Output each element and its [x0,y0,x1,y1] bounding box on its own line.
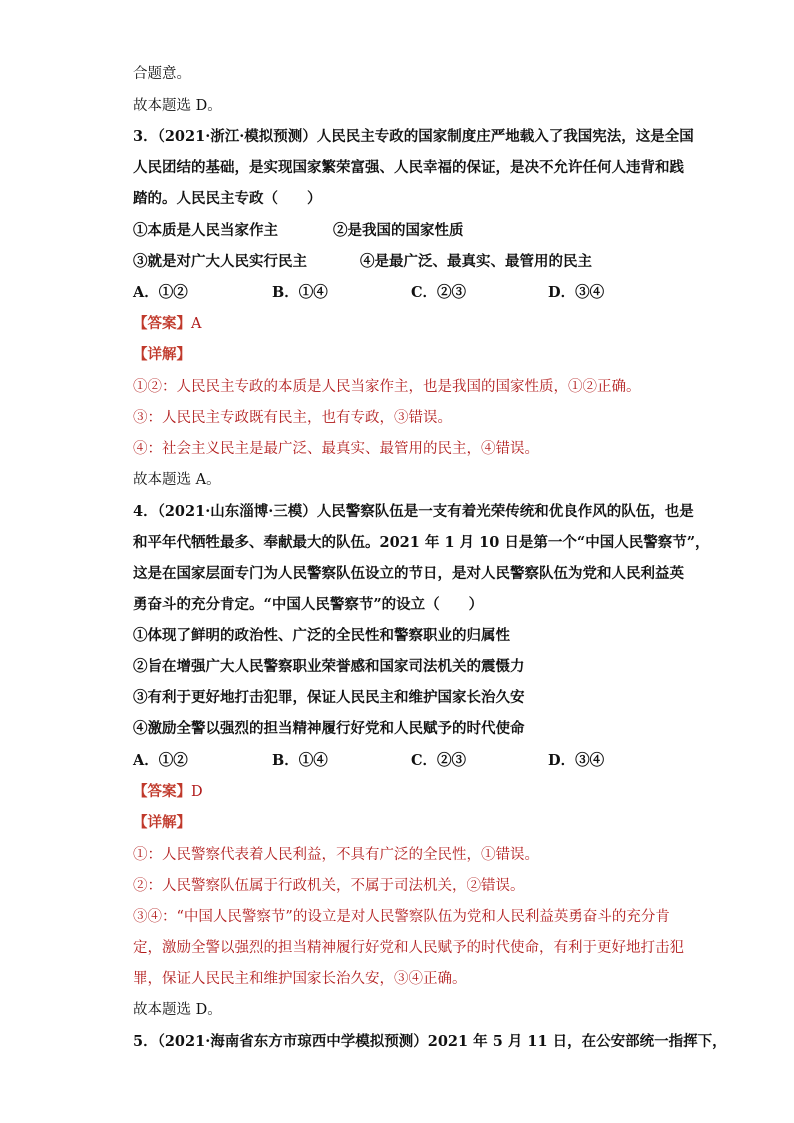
detail-line: ③：人民民主专政既有民主，也有专政，③错误。 [133,410,452,426]
answer-tag: 【答案】 [133,783,191,800]
detail-line: ③④：“中国人民警察节”的设立是对人民警察队伍为党和人民利益英勇奋斗的充分肯 [133,909,670,925]
question-3-stem: 人民团结的基础，是实现国家繁荣富强、人民幸福的保证，是决不允许任何人违背和践 [133,159,684,176]
answer-value: D [191,784,203,800]
statement-item: ③就是对广大人民实行民主 [133,253,307,270]
question-4-stem: 和平年代牺牲最多、奉献最大的队伍。2021 年 1 月 10 日是第一个“中国人民警察节”， [133,534,710,551]
option-d: D．③④ [548,752,605,769]
detail-line: ①②：人民民主专政的本质是人民当家作主，也是我国的国家性质，①②正确。 [133,379,641,395]
statement-item: ④激励全警以强烈的担当精神履行好党和人民赋予的时代使命 [133,720,525,737]
answer-tag: 【答案】 [133,315,191,332]
statement-item: ③有利于更好地打击犯罪，保证人民民主和维护国家长治久安 [133,689,525,706]
statement-item: ①本质是人民当家作主 [133,222,278,239]
question-5-stem: 5．（2021·海南省东方市琼西中学模拟预测）2021 年 5 月 11 日，在公安部统一指挥下， [133,1033,727,1050]
option-a: A．①② [133,284,188,301]
statement-item: ②旨在增强广大人民警察职业荣誉感和国家司法机关的震慑力 [133,658,525,675]
question-3-stem: 踏的。人民民主专政（ ） [133,190,322,207]
option-a: A．①② [133,752,188,769]
option-b: B．①④ [272,284,328,301]
detail-line: 罪，保证人民民主和维护国家长治久安，③④正确。 [133,971,467,987]
answer-value: A [191,316,202,332]
question-4-stem: 4．（2021·山东淄博·三模）人民警察队伍是一支有着光荣传统和优良作风的队伍，也是 [133,503,694,520]
question-4-stem: 勇奋斗的充分肯定。“中国人民警察节”的设立（ ） [133,596,484,613]
answer-line [133,314,201,334]
option-b: B．①④ [272,752,328,769]
statement-item: ④是最广泛、最真实、最管用的民主 [360,253,592,270]
statement-item: ②是我国的国家性质 [333,222,464,239]
detail-line: ④：社会主义民主是最广泛、最真实、最管用的民主，④错误。 [133,441,539,457]
option-d: D．③④ [548,284,605,301]
conclusion-line: 故本题选 D。 [133,1002,222,1018]
statement-item: ①体现了鲜明的政治性、广泛的全民性和警察职业的归属性 [133,627,510,644]
detail-line: ②：人民警察队伍属于行政机关，不属于司法机关，②错误。 [133,878,525,894]
detail-line: ①：人民警察代表着人民利益，不具有广泛的全民性，①错误。 [133,847,539,863]
text-line: 合题意。 [133,66,191,82]
conclusion-line: 故本题选 A。 [133,472,221,488]
question-3-stem: 3．（2021·浙江·模拟预测）人民民主专政的国家制度庄严地载入了我国宪法，这是全国 [133,128,694,145]
detail-line: 定，激励全警以强烈的担当精神履行好党和人民赋予的时代使命，有利于更好地打击犯 [133,940,684,956]
detail-tag: 【详解】 [133,346,191,363]
question-4-stem: 这是在国家层面专门为人民警察队伍设立的节日，是对人民警察队伍为党和人民利益英 [133,565,684,582]
text-line: 故本题选 D。 [133,98,222,114]
option-c: C．②③ [411,284,467,301]
detail-tag: 【详解】 [133,814,191,831]
answer-line [133,782,203,802]
option-c: C．②③ [411,752,467,769]
